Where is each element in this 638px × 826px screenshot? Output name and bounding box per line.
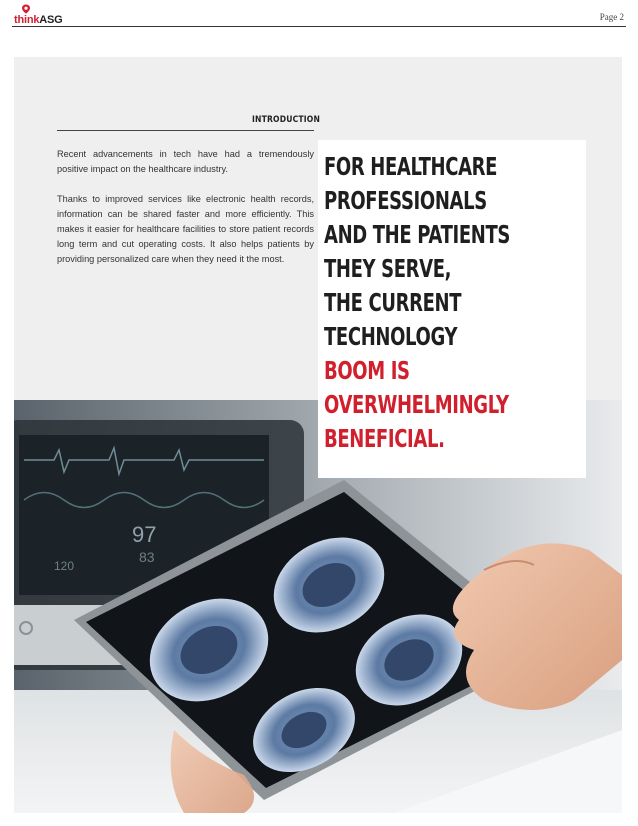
headline-line: THEY SERVE, — [324, 254, 452, 283]
intro-paragraph-2: Thanks to improved services like electronic health records, information can be shared faster and more efficiently. This makes it easier for healthcare facilities to store patient records long term and cut operating costs. It also helps patients by providing personalized care when they need it the most. — [57, 194, 314, 264]
logo-asg-text: ASG — [39, 14, 63, 26]
section-divider — [57, 130, 314, 131]
headline-line: THE CURRENT — [324, 288, 462, 317]
headline-line-highlight: BOOM IS — [324, 356, 410, 385]
headline-line-highlight: BENEFICIAL. — [324, 424, 445, 453]
headline-callout — [318, 140, 586, 478]
headline-line-highlight: OVERWHELMINGLY — [324, 390, 509, 419]
headline-line: PROFESSIONALS — [324, 186, 487, 215]
monitor-readout-2: 83 — [139, 549, 155, 565]
logo-think-text: think — [14, 14, 40, 26]
monitor-readout-1: 97 — [132, 522, 157, 547]
headline-line: FOR HEALTHCARE — [324, 152, 498, 181]
headline-line: TECHNOLOGY — [324, 322, 458, 351]
monitor-readout-3: 120 — [54, 559, 75, 573]
logo-wordmark — [14, 14, 63, 26]
headline-text — [324, 150, 513, 456]
headline-line: AND THE PATIENTS — [324, 220, 511, 249]
location-pin-icon — [21, 4, 31, 14]
intro-body — [57, 147, 314, 282]
brand-logo — [14, 4, 94, 28]
page-header — [0, 0, 638, 28]
intro-paragraph-1: Recent advancements in tech have had a tremendously positive impact on the healthcare industry. — [57, 149, 314, 174]
page-number: Page 2 — [599, 12, 624, 22]
header-divider — [12, 26, 626, 27]
section-label: INTRODUCTION — [251, 115, 320, 125]
